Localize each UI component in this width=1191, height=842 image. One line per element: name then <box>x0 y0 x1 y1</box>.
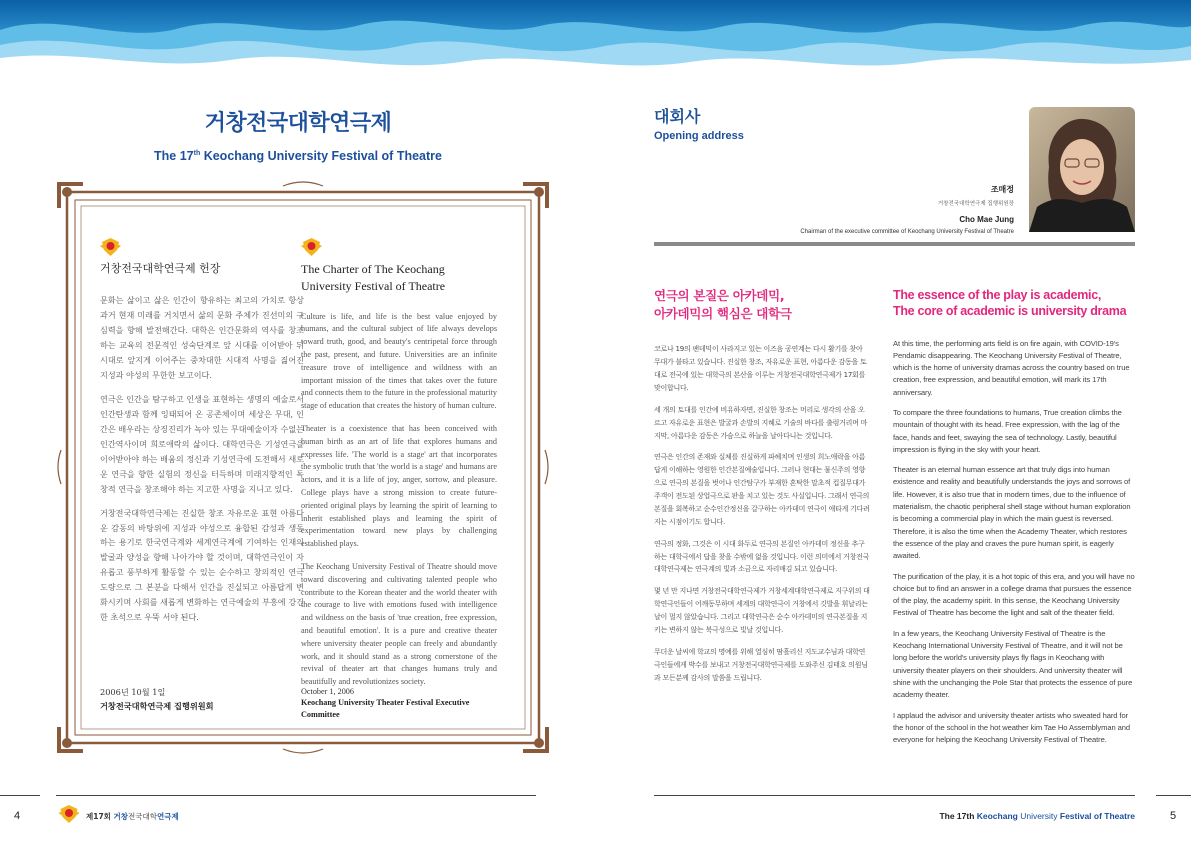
address-ko-paragraph: 연극은 인간의 존재와 실체를 진실하게 파헤치며 인생의 희노애락을 아름답게 이해하는 영원한 인간본질예술입니다. 그러나 현대는 물신주의 영향으로 연극의 본질을 벗어나 인간탐구가 부재한 혼탁한 말초적 컵질무대가 주객이 전도된 상업극으로 판을 치고 있는 것도 사실입니다. 그래서 연극의 본질을 회복하고 순수인간정신을 갈구하는 아카데미 연극이 애타게 기다려지는 시점이기도 합니다. <box>654 453 870 526</box>
address-ko-paragraph: 세 개의 토대를 인간에 비유하자면, 진실한 창조는 머리로 생각의 산을 오르고 자유로운 표현은 발굴과 손발의 지혜로 기술의 바다를 출렁거리며 마지막, 아름다운 감동은 가슴으로 하늘을 날아다니는 것입니다. <box>654 405 868 440</box>
opening-address-title-ko: 대회사 <box>654 107 701 126</box>
charter-ko-signature <box>100 686 214 714</box>
charter-ko-paragraph: 문화는 삶이고 삶은 인간이 향유하는 최고의 가치로 항상 과거 현재 미래를 거치면서 삶의 문화 주체가 진선미의 구심력을 향해 발전해간다. 대학은 인간문화의 역사를 창조하는 교육의 전문적인 성숙단계로 앞 시대를 이어받아 뒤 시대로 앞지게 이어주는 중차대한 시대적 사명을 짊어진 지성과 야성의 무한한 보고이다. <box>100 294 304 380</box>
page-number-left: 4 <box>14 810 21 822</box>
address-en-paragraph: At this time, the performing arts field is on fire again, with COVID-19's Pendamic disappearing. The Keochang University Festival of Theatre, which is the home of university dramas across the country based on true creation, free expression, and beautiful emotion, will mark its 17th anniversary. <box>893 338 1130 397</box>
address-english <box>893 287 1137 754</box>
address-en-paragraph: I applaud the advisor and university theater artists who sweated hard for the honor of the school in the hot weather kim Tae Ho Assemblyman and everyone for helping the Keochang University Festival of Theatre. <box>893 710 1130 745</box>
footer-festival-label: 제17회 거창전국대학연극제 <box>86 812 179 821</box>
festival-title-ko: 거창전국대학연극제 <box>204 111 392 136</box>
charter-ko-date: 2006년 10월 1일 <box>100 687 166 697</box>
address-ko-paragraph: 연극의 정화, 그것은 이 시대 화두로 연극의 본질인 아카데미 정신을 추구하는 대학극에서 답을 찾을 수밖에 없을 것입니다. 이런 의미에서 거창전국대학연극제는 연극계의 빛과 소금으로 자리매김 되고 있습니다. <box>654 539 870 574</box>
charter-ko-heading: 거창전국대학연극제 헌장 <box>100 262 221 275</box>
footer-festival-label-en: The 17th Keochang University Festival of Theatre <box>939 811 1135 821</box>
address-en-paragraph: Theater is an eternal human essence art that truly digs into human existence and reality and beautifully understands the joys and sorrows of life. However, it is also true that in modern times, due to the influence of materialism, the chaotic peripheral shell stage without human exploration is becoming a commercial play in which the main guest is reversed. Therefore, it is also the time when the Academy Theater, which restores the essence of the play and craves the pure human spirit, is eagerly awaited. <box>893 465 1131 561</box>
footer-rule <box>654 795 1135 796</box>
address-ko-heading: 연극의 본질은 아카데믹, 아카데믹의 핵심은 대학극 <box>654 288 792 322</box>
charter-english <box>301 238 497 699</box>
author-block <box>800 184 1014 235</box>
address-ko-paragraph: 코로나 19의 팬데믹이 사라지고 있는 이즈음 공연계는 다시 활기를 찾아 무대가 불타고 있습니다. 진실한 창조, 자유로운 표현, 아름다운 감동을 토대로 전국에 있는 대학극의 본산을 이루는 거창전국대학연극제가 17회를 맞이합니다. <box>654 345 867 392</box>
charter-ko-signer: 거창전국대학연극제 집행위원회 <box>100 700 214 711</box>
page-number-right: 5 <box>1170 810 1177 822</box>
footer-rule <box>56 795 536 796</box>
opening-address-title-en: Opening address <box>654 130 744 142</box>
address-en-paragraph: In a few years, the Keochang University Festival of Theatre is the Keochang International University Festival of Theatre, and it will not be long before the world's university plays fly flags in Keochang with university theater players on their shoulders. And university theater will shine with the unchanging the Pole Star that protects the essence of pure academy theater. <box>893 628 1133 700</box>
festival-title <box>120 106 476 163</box>
charter-korean <box>100 238 304 634</box>
author-portrait <box>1029 107 1135 232</box>
address-korean <box>654 287 870 693</box>
wave-banner <box>0 0 1191 80</box>
footer-emblem-icon <box>58 805 80 823</box>
charter-en-signer: Keochang University Theater Festival Executive Committee <box>301 698 470 719</box>
charter-ko-paragraph: 연극은 인간을 탐구하고 인생을 표현하는 생명의 예술로서 인간탄생과 함께 잉태되어 온 공존체이며 세상은 무대, 인간은 배우라는 상징진리가 녹아 있는 무대예술이자 수없는 인간역사이며 희로애락의 삶이다. 대학연극은 기성연극을 이어받아야 하는 배움의 정신과 기성연극에 도전해서 새로운 연극을 향한 실험의 정신을 터득하며 미래지향적인 독창적 연극을 창조해야 하는 지고한 사명을 지니고 있다. <box>100 393 304 494</box>
opening-address-title <box>654 104 744 142</box>
festival-emblem-icon <box>100 238 121 256</box>
address-ko-paragraph: 무더운 날씨에 학교의 명예를 위해 열심히 땀흘리신 지도교수님과 대학연극인들에게 박수를 보내고 거창전국대학연극제를 도와주신 김태호 의원님과 모든분께 감사의 말씀을 드립니다. <box>654 647 868 682</box>
charter-en-heading: The Charter of The Keochang University Festival of Theatre <box>301 262 446 293</box>
festival-emblem-icon <box>301 238 322 256</box>
charter-en-paragraph: The Keochang University Festival of Theatre should move toward discovering and cultivating talented people who contribute to the Korean theater and the world theater with the courage to live with emotions fused with intelligence and wildness on the basis of 'true creation, free expression, and beautiful emotion'. It is a pure and creative theater where university theater people can freely and abundantly work, and it should stand as a strong cornerstone of the revival of theater art that changes humans truly and beautifully and revolutionizes society. <box>301 561 497 687</box>
author-name-ko: 조매정 <box>990 185 1014 194</box>
charter-en-signature <box>301 686 491 720</box>
footer-rule <box>1156 795 1191 796</box>
charter-en-paragraph: Culture is life, and life is the best value enjoyed by humans, and the cultural subject of life always develops toward truth, good, and beauty's centripetal force through the past, present, and future. Universities are an infinite treasure trove of intelligence and wildness with an important mission of the times that takes over the future and connects them to the future in the professional maturity stage of education that creates the history of human culture. <box>301 311 497 411</box>
address-ko-paragraph: 몇 년 만 지나면 거창전국대학연극제가 거창세계대학연극제로 지구위의 대학연극인들이 어깨동무하며 세계의 대학연극이 거창에서 깃발을 휘날리는 날이 멀지 않았습니다. 그리고 대학연극은 순수 아카데미의 연극본질을 지키는 변하지 않는 북극성으로 빛날 것입니다. <box>654 587 870 634</box>
section-divider <box>654 242 1135 246</box>
festival-title-en: The 17th Keochang University Festival of Theatre <box>154 149 442 163</box>
address-en-heading: The essence of the play is academic, The core of academic is university drama <box>893 288 1127 319</box>
charter-en-date: October 1, 2006 <box>301 687 354 696</box>
address-en-paragraph: The purification of the play, it is a hot topic of this era, and you will have no choice but to find an answer in a college drama that pursues the essence of the play, the academy spirit. In this sense, the Keochang University Festival of Theatre has become the light and salt of the theater field. <box>893 571 1135 618</box>
author-role-en: Chairman of the executive committee of Keochang University Festival of Theatre <box>800 229 1014 235</box>
address-en-paragraph: To compare the three foundations to humans, True creation climbs the mountain of thought with its head. Free expression, with the lag of the face, hands and feet, swaying the sea of technology. Lastly, beautiful impression is flying in the sky with your heart. <box>893 407 1122 454</box>
charter-ko-paragraph: 거창전국대학연극제는 진실한 창조 자유로운 표현 아름다운 감동의 바탕위에 지성과 야성으로 융합된 감성과 생동하는 용기로 한국연극계와 세계연극계에 기여하는 인재의 발굴과 양성을 향해 나아가야 할 것이며, 대학연극인이 자유롭고 풍부하게 활동할 수 있는 순수하고 창의적인 연극도량으로 그 본분을 다해서 인간을 진실되고 아름답게 변화시키며 사회를 새롭게 변화하는 연극예술의 부흥에 강건한 초석으로 우뚝 서야 된다. <box>100 507 304 623</box>
footer-rule <box>0 795 40 796</box>
author-role-ko: 거창전국대학연극제 집행위원장 <box>937 201 1014 207</box>
charter-en-paragraph: Theater is a coexistence that has been conceived with human birth as an art of life that explores humans and expresses life. 'The world is a stage' art that incorporates the symbolic truth that 'the world is a stage' and humans are actors, and it is a life of joy, anger, sorrow, and pleasure. College plays have a strong mission to create future-oriented original plays by learning the spirit of learning to inherit established plays and learning the spirit of experimentation toward new plays by challenging established plays. <box>301 423 497 549</box>
author-name-en: Cho Mae Jung <box>959 215 1014 224</box>
